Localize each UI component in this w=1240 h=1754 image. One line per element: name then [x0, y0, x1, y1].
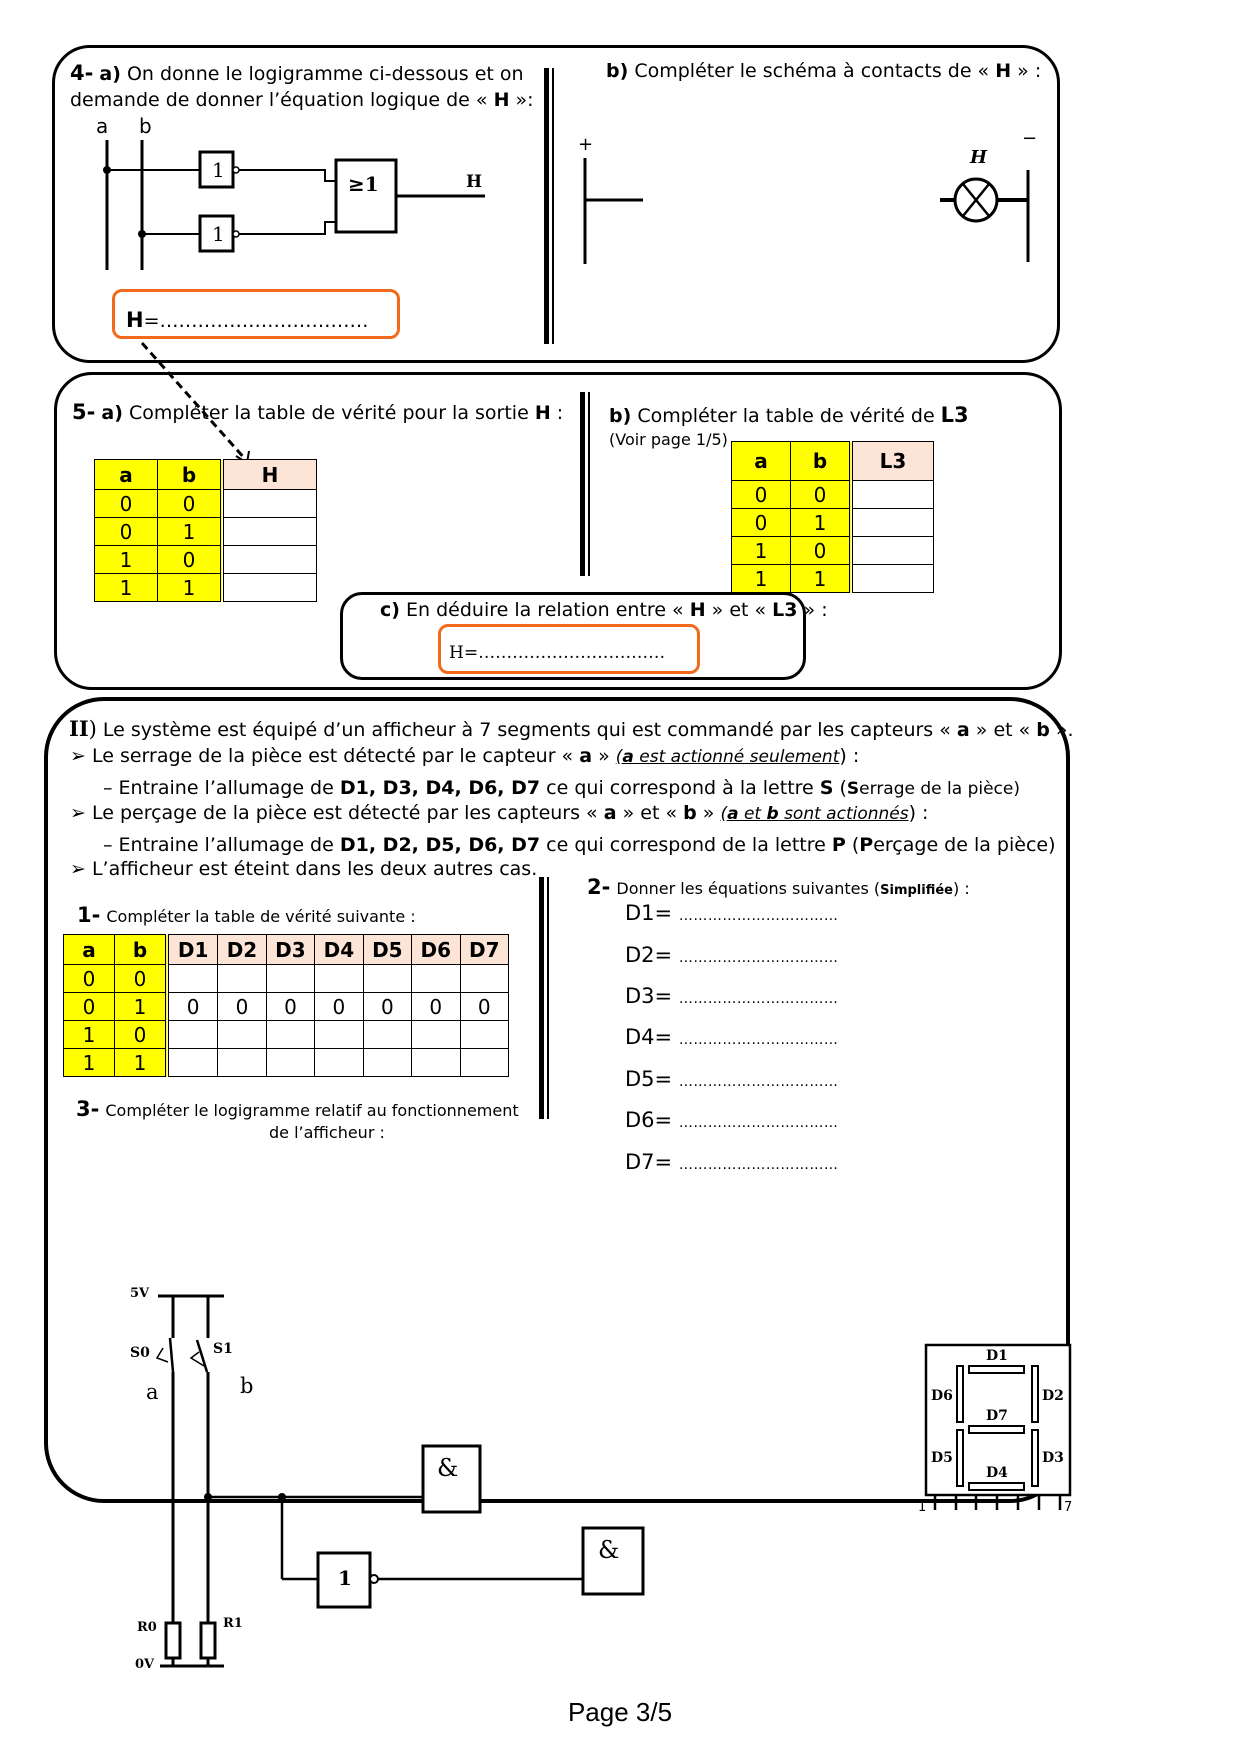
plus-terminal-label: +: [578, 134, 594, 155]
q5b-instruction: b) Compléter la table de vérité de L3: [609, 403, 969, 427]
truth-table-l3: a b L3 0 0 0 1 1 0 1 1: [731, 441, 934, 593]
q5c-answer-field[interactable]: H=……………………………: [449, 643, 666, 663]
supply-5v-label: 5V: [130, 1286, 150, 1301]
part2-intro: II) Le système est équipé d’un afficheur à 7 segments qui est commandé par les capteurs « a » et « b ».: [69, 716, 1074, 741]
segment-d6-label: D6: [931, 1388, 953, 1404]
pin-first-label: 1: [918, 1500, 927, 1515]
part2-bullet-1: ➢ Le serrage de la pièce est détecté par le capteur « a » (a est actionné seulement) :: [70, 745, 860, 767]
equation-d6[interactable]: D6= ……………………………: [625, 1108, 839, 1132]
sensor-b-label: b: [240, 1374, 254, 1398]
input-b-label: b: [139, 114, 152, 138]
part2-sub-2: – Entraine l’allumage de D1, D2, D5, D6, D7 ce qui correspond de la lettre P (Perçage de la pièce): [103, 834, 1056, 856]
q3-instruction-line2: de l’afficheur :: [269, 1123, 385, 1142]
equation-d2[interactable]: D2= ……………………………: [625, 943, 839, 967]
resistor-r1-label: R1: [223, 1616, 243, 1631]
equation-d4[interactable]: D4= ……………………………: [625, 1025, 839, 1049]
lamp-h-label: H: [970, 147, 988, 168]
q5a-instruction: 5- a) Compléter la table de vérité pour la sortie H :: [72, 400, 564, 424]
or-gate-label: ≥1: [348, 172, 379, 196]
q5b-note: (Voir page 1/5): [609, 430, 728, 449]
minus-terminal-label: −: [1022, 128, 1038, 149]
equation-d5[interactable]: D5= ……………………………: [625, 1067, 839, 1091]
q3-instruction: 3- Compléter le logigramme relatif au fonctionnement: [76, 1097, 519, 1121]
q1-instruction: 1- Compléter la table de vérité suivante :: [77, 903, 416, 927]
equation-d3[interactable]: D3= ……………………………: [625, 984, 839, 1008]
resistor-r0-label: R0: [137, 1620, 157, 1635]
part2-bullet-2: ➢ Le perçage de la pièce est détecté par les capteurs « a » et « b » (a et b sont actionnés) :: [70, 802, 929, 824]
page-number: Page 3/5: [567, 1697, 673, 1727]
sensor-a-label: a: [146, 1380, 159, 1404]
q5c-instruction: c) En déduire la relation entre « H » et « L3 » :: [380, 599, 828, 621]
part2-sub-1: – Entraine l’allumage de D1, D3, D4, D6, D7 ce qui correspond à la lettre S (Serrage de la pièce): [103, 777, 1020, 799]
and-gate-1-label: &: [437, 1454, 459, 1482]
segment-d3-label: D3: [1042, 1450, 1064, 1466]
switch-s0-label: S0: [130, 1345, 150, 1361]
table-row: 0 0: [64, 965, 509, 993]
pin-last-label: 7: [1064, 1500, 1073, 1515]
supply-0v-label: 0V: [135, 1657, 155, 1672]
segment-d4-label: D4: [986, 1465, 1008, 1481]
table-row: 1 1: [64, 1049, 509, 1077]
switch-s1-label: S1: [213, 1341, 233, 1357]
not-gate-label: 1: [338, 1566, 352, 1590]
part2-bullet-3: ➢ L’afficheur est éteint dans les deux autres cas.: [70, 858, 538, 880]
segment-d1-label: D1: [986, 1348, 1008, 1364]
not-gate-1-label: 1: [212, 158, 225, 182]
table-row: 1 0: [64, 1021, 509, 1049]
table-row: 0 1 0 0 0 0 0 0 0: [64, 993, 509, 1021]
not-gate-2-label: 1: [212, 222, 225, 246]
segment-d5-label: D5: [931, 1450, 953, 1466]
q4b-instruction: b) Compléter le schéma à contacts de « H » :: [606, 60, 1042, 82]
input-a-label: a: [96, 114, 109, 138]
output-h-label: H: [466, 172, 483, 192]
segment-d2-label: D2: [1042, 1388, 1064, 1404]
and-gate-2-label: &: [598, 1536, 620, 1564]
equation-d7[interactable]: D7= ……………………………: [625, 1150, 839, 1174]
segment-d7-label: D7: [986, 1408, 1008, 1424]
q4a-answer-field[interactable]: H=……………………………: [126, 308, 369, 332]
q4a-instruction-line2: demande de donner l’équation logique de « H »:: [70, 89, 534, 111]
q2-instruction: 2- Donner les équations suivantes (Simplifiée) :: [587, 875, 970, 899]
truth-table-segments: a b D1 D2 D3 D4 D5 D6 D7 0 0 0 1 0 0 0 0 0 0 0 1 0 1 1: [63, 934, 509, 1077]
q4a-instruction: 4- a) On donne le logigramme ci-dessous et on: [70, 61, 524, 85]
truth-table-h: a b H 0 0 0 1 1 0 1 1: [94, 459, 317, 602]
equation-d1[interactable]: D1= ……………………………: [625, 901, 839, 925]
